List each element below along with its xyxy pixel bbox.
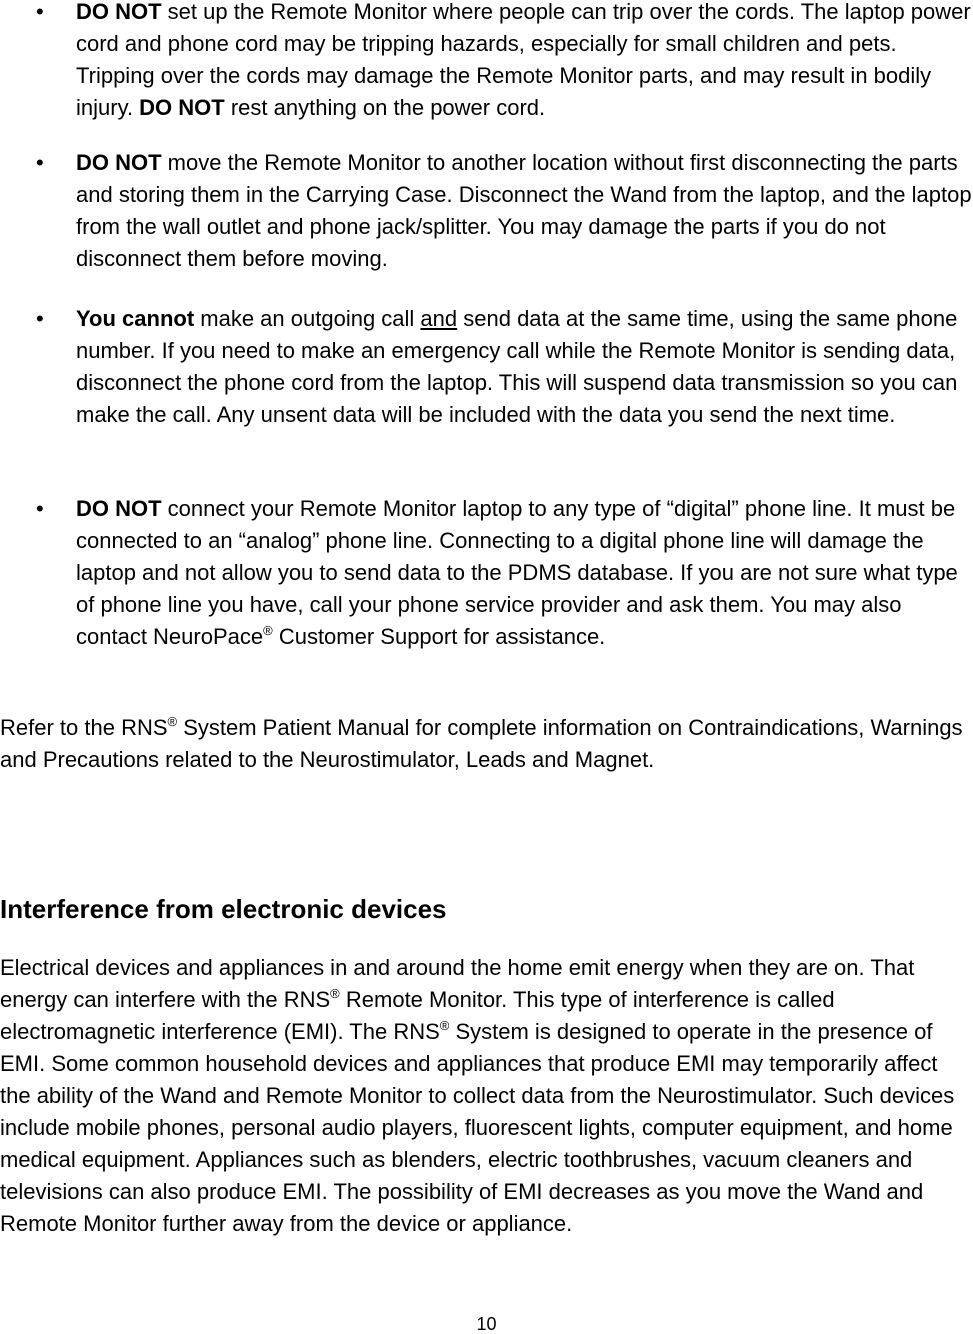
bullet-body: move the Remote Monitor to another location without first disconnecting the parts and storing them in the Carrying Case. Disconnect the Wand from the laptop, and the laptop from the wall outlet and phone jack/splitter. You may damage the parts if you do not disconnect them before moving.	[76, 150, 972, 271]
underlined-word: and	[420, 306, 458, 331]
page-number: 10	[476, 1314, 497, 1334]
bullet-body: rest anything on the power cord.	[224, 95, 546, 120]
registered-mark: ®	[167, 714, 178, 729]
list-item	[0, 493, 973, 653]
list-item	[0, 147, 973, 275]
bullet-text	[76, 147, 973, 275]
registered-mark: ®	[263, 623, 273, 638]
registered-mark: ®	[439, 1018, 450, 1033]
paragraph-text: System is designed to operate in the presence of EMI. Some common household devices and appliances that produce EMI may temporarily affect the ability of the Wand and Remote Monitor to collect data from the Neurostimulator. Such devices include mobile phones, personal audio players, fluorescent lights, computer equipment, and home medical equipment. Appliances such as blenders, electric toothbrushes, vacuum cleaners and televisions can also produce EMI. The possibility of EMI decreases as you move the Wand and Remote Monitor further away from the device or appliance.	[0, 1019, 955, 1236]
section-heading: Interference from electronic devices	[0, 894, 447, 924]
bold-warning: DO NOT	[76, 0, 162, 24]
bullet-body: make an outgoing call	[194, 306, 421, 331]
bullet-text	[76, 0, 973, 124]
bullet-icon: •	[36, 0, 44, 24]
bold-warning: DO NOT	[76, 496, 162, 521]
bullet-icon: •	[36, 496, 44, 521]
emi-paragraph	[0, 952, 973, 1240]
bullet-body: connect your Remote Monitor laptop to any type of “digital” phone line. It must be connected to an “analog” phone line. Connecting to a digital phone line will damage the laptop and not allow you to send data to the PDMS database. If you are not sure what type of phone line you have, call your phone service provider and ask them. You may also contact NeuroPace	[76, 496, 958, 649]
bullet-text	[76, 303, 973, 431]
bullet-body: Customer Support for assistance.	[272, 624, 606, 649]
refer-text: Refer to the RNS	[0, 715, 168, 740]
registered-mark: ®	[330, 986, 340, 1001]
refer-paragraph	[0, 712, 973, 776]
paragraph-text: Electrical devices and appliances in and around the home emit energy when they are on. That energy can interfere with the RNS	[0, 955, 915, 1012]
bold-warning: DO NOT	[76, 150, 162, 175]
bold-warning: DO NOT	[139, 95, 225, 120]
bullet-icon: •	[36, 150, 44, 175]
bullet-icon: •	[36, 306, 44, 331]
bullet-text	[76, 493, 973, 653]
paragraph-text: Remote Monitor. This type of interference is called electromagnetic interference (EMI). The RNS	[0, 987, 835, 1044]
refer-text: System Patient Manual for complete information on Contraindications, Warnings and Precautions related to the Neurostimulator, Leads and Magnet.	[0, 715, 963, 772]
list-item	[0, 303, 973, 431]
bullet-body: send data at the same time, using the same phone number. If you need to make an emergency call while the Remote Monitor is sending data, disconnect the phone cord from the laptop. This will suspend data transmission so you can make the call. Any unsent data will be included with the data you send the next time.	[76, 306, 958, 427]
list-item	[0, 0, 973, 124]
bullet-body: set up the Remote Monitor where people can trip over the cords. The laptop power cord and phone cord may be tripping hazards, especially for small children and pets. Tripping over the cords may damage the Remote Monitor parts, and may result in bodily injury.	[76, 0, 971, 120]
bold-warning: You cannot	[76, 306, 195, 331]
